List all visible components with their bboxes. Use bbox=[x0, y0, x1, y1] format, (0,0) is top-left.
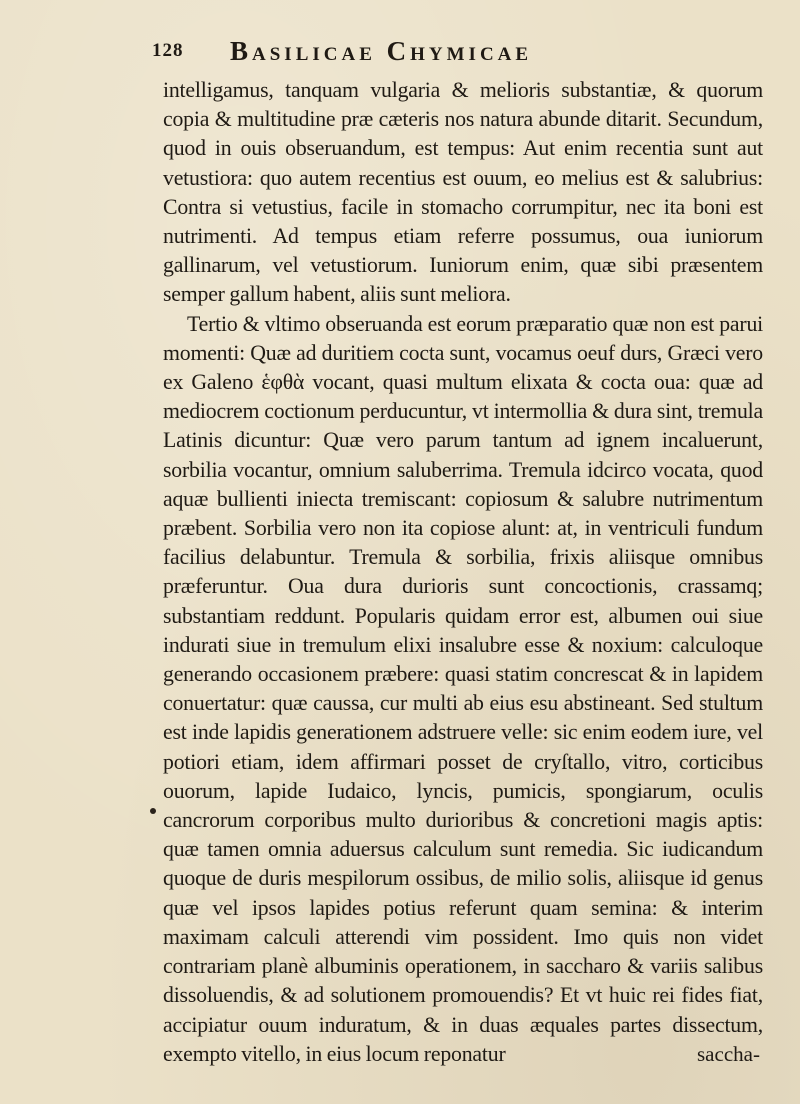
running-head bbox=[152, 36, 752, 72]
catchword: saccha- bbox=[697, 1042, 760, 1066]
page-number: 128 bbox=[152, 40, 184, 61]
paragraph-1: intelligamus, tanquam vulgaria & melioris substantiæ, & quorum copia & multitudine præ cæteris nos natura abunde ditarit. Secundum, quod in ouis obseruandum, est tempus: Aut enim recentia sunt aut vetustiora: quo autem recentius est ouum, eo melius est & salubrius: Contra si vetustius, facile in stomacho corrumpitur, nec ita boni est nutrimenti. Ad tempus etiam referre possumus, oua iuniorum gallinarum, vel vetustiorum. Iuniorum enim, quæ sibi præsentem semper gallum habent, aliis sunt meliora. bbox=[163, 78, 763, 307]
margin-ink-dot bbox=[150, 808, 156, 814]
running-title: Basilicae Chymicae bbox=[230, 36, 533, 66]
body-text bbox=[163, 76, 763, 1069]
paragraph-2: Tertio & vltimo obseruanda est eorum præparatio quæ non est parui momenti: Quæ ad duritiem cocta sunt, vocamus oeuf durs, Græci vero ex Galeno ἑφθὰ vocant, quasi multum elixata & cocta oua: quæ ad mediocrem coctionum perducuntur, vt intermollia & dura sint, tremula Latinis dicuntur: Quæ vero parum tantum ad ignem incaluerunt, sorbilia vocantur, omnium saluberrima. Tremula idcirco vocata, quod aquæ bullienti iniecta tremiscant: copiosum & salubre nutrimentum præbent. Sorbilia vero non ita copiose alunt: at, in ventriculi fundum facilius delabuntur. Tremula & sorbilia, frixis aliisque omnibus præferuntur. Oua dura durioris sunt concoctionis, crassamq; substantiam reddunt. Popularis quidam error est, albumen oui siue indurati siue in tremulum elixi insalubre esse & noxium: calculoque generando occasionem præbere: quasi statim concrescat & in lapidem conuertatur: quæ caussa, cur multi ab eius esu abstineant. Sed stultum est inde lapidis generationem adstruere velle: sic enim eodem iure, vel potiori etiam, idem affirmari posset de cryſtallo, vitro, corticibus ouorum, lapide Iudaico, lyncis, pumicis, spongiarum, oculis cancrorum corporibus multo durioribus & concretioni magis aptis: quæ tamen omnia aduersus calculum sunt remedia. Sic iudicandum quoque de duris mespilorum ossibus, de milio solis, aliisque id genus quæ vel ipsos lapides potius referunt quam semina: & interim maximam calculi atterendi vim possident. Imo quis non videt contrariam planè albuminis operationem, in saccharo & variis salibus dissoluendis, & ad solutionem promouendis? Et vt huic rei fides fiat, accipiatur ouum induratum, & in duas æquales partes dissectum, exempto vitello, in eius locum reponatur bbox=[163, 311, 763, 1066]
